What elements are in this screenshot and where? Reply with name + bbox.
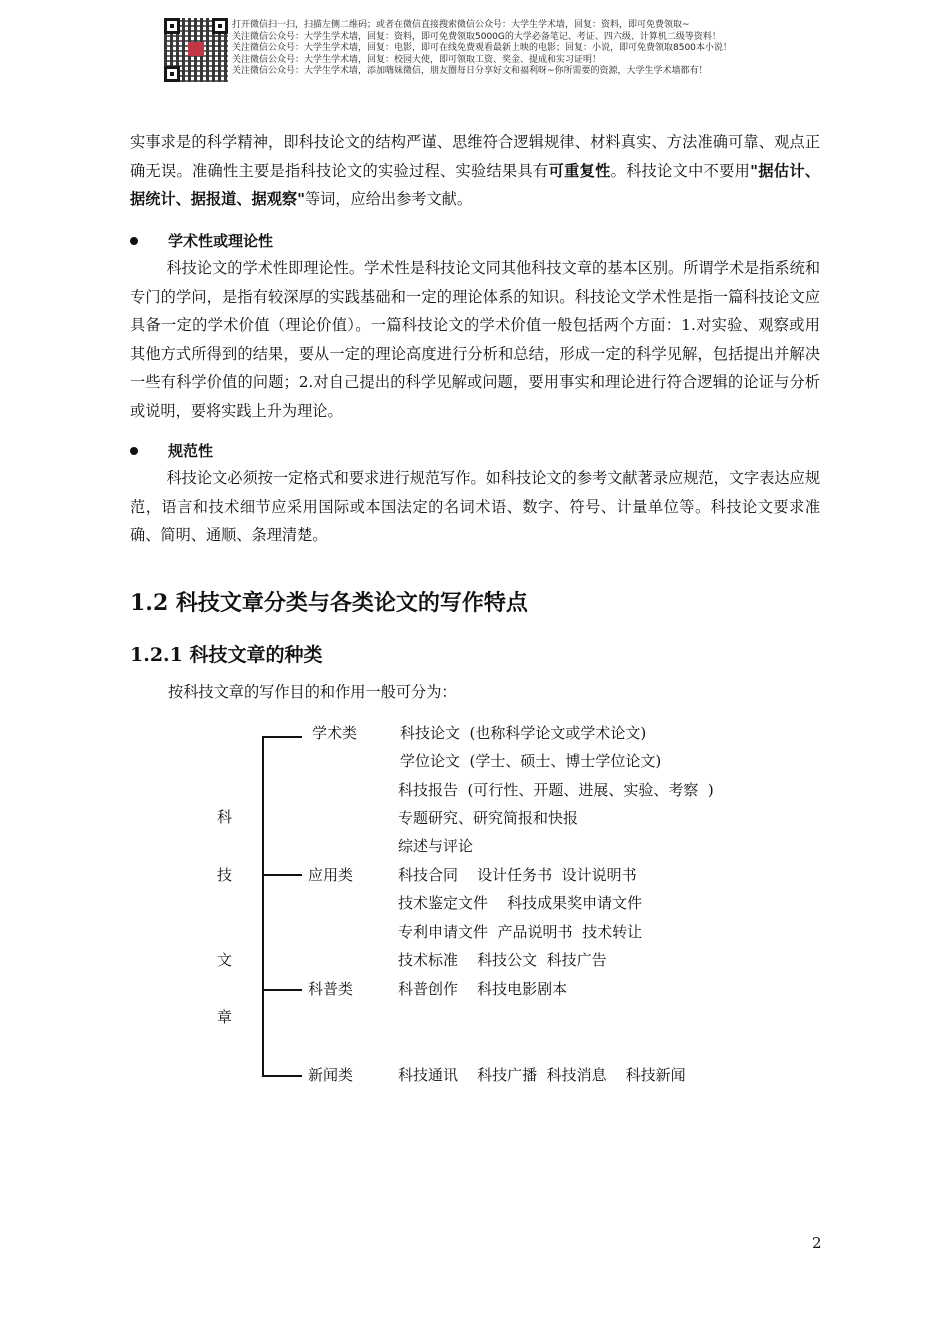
banner-line: 关注微信公众号：大学生学术墙，回复：校园大使，即可领取工资、奖金、提成和实习证明！ — [232, 54, 602, 65]
section-heading: 1.2 科技文章分类与各类论文的写作特点 — [130, 590, 528, 616]
text-run: 实事求是的科学精神，即科技论文的结构严谨、思维符合逻辑规律、材料真实、方法准确可靠、观点正确无误。准确性主要是指科技论文的实验过程、实验结果具有 — [130, 133, 820, 180]
tree-item: 科技通讯 科技广播 科技消息 科技新闻 — [398, 1066, 686, 1084]
tree-item: 技术鉴定文件 科技成果奖申请文件 — [398, 894, 643, 912]
tree-item: 学位论文 (学士、硕士、博士学位论文) — [400, 752, 662, 770]
tree-item: 科技论文 (也称科学论文或学术论文) — [400, 724, 647, 742]
tree-branch-line — [262, 736, 302, 738]
tree-item: 综述与评论 — [398, 837, 474, 855]
tree-branch-line — [262, 1075, 302, 1077]
text-run: 。科技论文中不要用 — [610, 161, 751, 180]
bold-run: "据估计、据统计、据报道、据观察" — [130, 161, 821, 208]
bold-run: 可重复性 — [548, 161, 611, 180]
category-academic: 学术类 — [312, 724, 358, 742]
paragraph-normative: 科技论文必须按一定格式和要求进行规范写作。如科技论文的参考文献著录应规范，文字表达应规范，语言和技术细节应采用国际或本国法定的名词术语、数字、符号、计量单位等。科技论文要求准确、简明、通顺、条理清楚。 — [130, 469, 820, 544]
page-number: 2 — [812, 1234, 822, 1252]
tree-item: 科技报告 (可行性、开题、进展、实验、考察 ) — [398, 781, 714, 799]
paragraph-academic: 科技论文的学术性即理论性。学术性是科技论文同其他科技文章的基本区别。所谓学术是指系统和专门的学问，是指有较深厚的实践基础和一定的理论体系的知识。科技论文学术性是指一篇科技论文应具备一定的学术价值（理论价值）。一篇科技论文的学术价值一般包括两个方面：1.对实验、观察或用其他方式所得到的结果，要从一定的理论高度进行分析和总结，形成一定的科学见解，包括提出并解决一些有科学价值的问题；2.对自己提出的科学见解或问题，要用事实和理论进行符合逻辑的论证与分析或说明，要将实践上升为理论。 — [130, 259, 820, 420]
tree-root-char: 章 — [217, 1008, 233, 1026]
banner-text — [232, 20, 732, 78]
tree-root-char: 科 — [217, 808, 233, 826]
tree-item: 专题研究、研究简报和快报 — [398, 809, 579, 827]
banner-line: 关注微信公众号：大学生学术墙，回复：资料，即可免费领取5000G的大学必备笔记、考证、四六级、计算机二级等资料！ — [232, 31, 721, 42]
tree-root-char: 技 — [217, 866, 233, 884]
qr-code-icon — [164, 18, 228, 82]
subsection-heading: 1.2.1 科技文章的种类 — [130, 644, 323, 666]
banner-line: 打开微信扫一扫，扫描左侧二维码；或者在微信直接搜索微信公众号：大学生学术墙，回复：资料，即可免费领取~ — [232, 20, 690, 30]
bullet-icon — [130, 237, 138, 245]
bullet-label: 学术性或理论性 — [168, 232, 274, 250]
header-banner — [164, 18, 764, 86]
tree-root-char: 文 — [217, 951, 233, 969]
tree-trunk-line — [262, 737, 264, 1077]
banner-line: 关注微信公众号：大学生学术墙，添加嗨妹微信，朋友圈每日分享好文和福利呀~你所需要的资源，大学生学术墙都有！ — [232, 66, 708, 77]
tree-item: 科技合同 设计任务书 设计说明书 — [398, 866, 637, 884]
tree-branch-line — [262, 989, 302, 991]
tree-branch-line — [262, 874, 302, 876]
bullet-label: 规范性 — [168, 442, 214, 460]
paragraph-accuracy — [130, 128, 820, 214]
banner-line: 关注微信公众号：大学生学术墙，回复：电影，即可在线免费观看最新上映的电影；回复：小说，即可免费领取8500本小说！ — [232, 43, 732, 54]
tree-item: 专利申请文件 产品说明书 技术转让 — [398, 923, 643, 941]
tree-item: 技术标准 科技公文 科技广告 — [398, 951, 607, 969]
category-applied: 应用类 — [308, 866, 354, 884]
category-news: 新闻类 — [308, 1066, 354, 1084]
category-popular-science: 科普类 — [308, 980, 354, 998]
tree-item: 科普创作 科技电影剧本 — [398, 980, 568, 998]
bullet-icon — [130, 447, 138, 455]
intro-line: 按科技文章的写作目的和作用一般可分为： — [168, 683, 457, 701]
text-run: 等词，应给出参考文献。 — [304, 190, 473, 208]
